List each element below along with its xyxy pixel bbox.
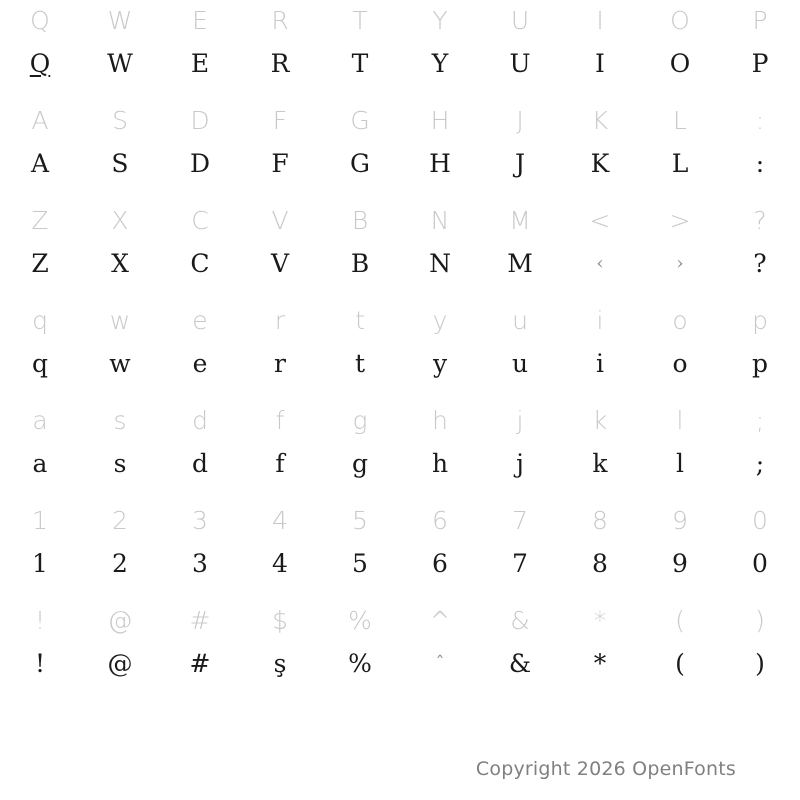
glyph-char: M xyxy=(507,249,533,278)
reference-char: q xyxy=(32,306,48,335)
reference-char: j xyxy=(516,406,524,435)
reference-char: w xyxy=(109,306,131,335)
reference-char: # xyxy=(189,606,211,635)
reference-char: 3 xyxy=(192,506,208,535)
glyph-char: T xyxy=(351,49,369,78)
reference-char: ; xyxy=(755,406,765,435)
reference-char: K xyxy=(591,106,609,135)
glyph-char: ş xyxy=(273,649,287,678)
glyph-char: P xyxy=(751,49,769,78)
reference-char: P xyxy=(752,6,768,35)
glyph-char: q xyxy=(31,349,48,378)
reference-row xyxy=(0,100,800,142)
reference-char: L xyxy=(673,106,687,135)
glyph-char: ! xyxy=(34,649,46,678)
reference-char: X xyxy=(111,206,129,235)
glyph-row-block xyxy=(0,400,800,486)
glyph-char: t xyxy=(354,349,366,378)
reference-char: N xyxy=(430,206,450,235)
glyph-char: f xyxy=(275,449,285,478)
glyph-char: W xyxy=(107,49,133,78)
reference-char: e xyxy=(192,306,208,335)
glyph-char: 2 xyxy=(112,549,128,578)
glyph-char: Y xyxy=(431,49,449,78)
glyph-char: l xyxy=(676,449,684,478)
reference-char: I xyxy=(596,6,604,35)
reference-row xyxy=(0,200,800,242)
glyph-char: : xyxy=(755,149,765,178)
glyph-char: 9 xyxy=(672,549,688,578)
glyph-row-block xyxy=(0,600,800,686)
glyph-row-block xyxy=(0,200,800,286)
row-spacer xyxy=(0,186,800,200)
glyph-char: H xyxy=(429,149,451,178)
glyph-char: d xyxy=(191,449,208,478)
reference-char: Z xyxy=(31,206,49,235)
glyph-row xyxy=(0,142,800,186)
reference-char: G xyxy=(350,106,370,135)
glyph-char: D xyxy=(189,149,211,178)
glyph-char: R xyxy=(270,49,290,78)
glyph-char: ˆ xyxy=(435,653,445,674)
reference-char: 7 xyxy=(512,506,528,535)
glyph-char: B xyxy=(350,249,370,278)
glyph-char: p xyxy=(751,349,768,378)
reference-char: f xyxy=(275,406,285,435)
glyph-char: * xyxy=(593,649,607,678)
glyph-char: o xyxy=(672,349,688,378)
reference-char: ( xyxy=(675,606,685,635)
reference-row xyxy=(0,400,800,442)
reference-char: ? xyxy=(753,206,767,235)
reference-char: ) xyxy=(755,606,765,635)
reference-char: Q xyxy=(30,6,50,35)
glyph-row xyxy=(0,542,800,586)
row-spacer xyxy=(0,586,800,600)
reference-char: $ xyxy=(272,606,288,635)
reference-char: ^ xyxy=(429,606,451,635)
glyph-char: L xyxy=(671,149,689,178)
reference-char: 9 xyxy=(672,506,688,535)
glyph-char: Q xyxy=(29,49,51,78)
glyph-char: N xyxy=(429,249,451,278)
glyph-char: 3 xyxy=(192,549,208,578)
reference-char: a xyxy=(32,406,48,435)
reference-char: @ xyxy=(107,606,133,635)
reference-row xyxy=(0,0,800,42)
glyph-char: 6 xyxy=(432,549,448,578)
reference-char: o xyxy=(672,306,688,335)
reference-char: ! xyxy=(34,606,46,635)
glyph-char: K xyxy=(590,149,610,178)
glyph-char: G xyxy=(350,149,370,178)
glyph-char: @ xyxy=(107,649,133,678)
reference-char: p xyxy=(752,306,768,335)
glyph-char: 5 xyxy=(352,549,368,578)
row-spacer xyxy=(0,486,800,500)
reference-char: : xyxy=(755,106,765,135)
glyph-char: X xyxy=(111,249,129,278)
reference-char: 2 xyxy=(112,506,128,535)
reference-char: S xyxy=(112,106,128,135)
glyph-char: i xyxy=(596,349,604,378)
reference-char: 6 xyxy=(432,506,448,535)
glyph-char: F xyxy=(271,149,289,178)
glyph-char: Z xyxy=(31,249,49,278)
reference-row xyxy=(0,300,800,342)
reference-char: 0 xyxy=(752,506,768,535)
glyph-char: r xyxy=(274,349,286,378)
reference-char: 5 xyxy=(352,506,368,535)
reference-char: F xyxy=(272,106,288,135)
glyph-char: j xyxy=(516,449,524,478)
reference-row xyxy=(0,500,800,542)
glyph-char: 8 xyxy=(592,549,608,578)
reference-char: k xyxy=(592,406,608,435)
glyph-row xyxy=(0,242,800,286)
copyright-notice: Copyright 2026 OpenFonts xyxy=(475,758,736,780)
reference-char: & xyxy=(510,606,530,635)
glyph-char: V xyxy=(270,249,290,278)
glyph-char: 0 xyxy=(752,549,768,578)
reference-char: 4 xyxy=(272,506,288,535)
glyph-row xyxy=(0,42,800,86)
glyph-char: s xyxy=(113,449,127,478)
glyph-row-block xyxy=(0,300,800,386)
glyph-char: C xyxy=(190,249,210,278)
glyph-char: 4 xyxy=(272,549,288,578)
glyph-char: O xyxy=(669,49,691,78)
glyph-row-block xyxy=(0,100,800,186)
reference-char: E xyxy=(192,6,208,35)
reference-char: W xyxy=(107,6,133,35)
reference-char: l xyxy=(676,406,684,435)
reference-char: u xyxy=(512,306,528,335)
reference-char: i xyxy=(596,306,604,335)
glyph-char: J xyxy=(514,149,526,178)
glyph-char: U xyxy=(509,49,531,78)
glyph-char: A xyxy=(30,149,50,178)
glyph-char: # xyxy=(189,649,211,678)
glyph-char: w xyxy=(109,349,131,378)
glyph-char: ( xyxy=(675,649,685,678)
reference-char: A xyxy=(31,106,49,135)
glyph-row xyxy=(0,642,800,686)
reference-char: d xyxy=(192,406,208,435)
glyph-char: ‹ xyxy=(596,253,604,274)
glyph-char: g xyxy=(351,449,368,478)
glyph-row xyxy=(0,442,800,486)
reference-char: t xyxy=(355,306,365,335)
row-spacer xyxy=(0,386,800,400)
glyph-char: E xyxy=(190,49,210,78)
reference-char: g xyxy=(352,406,368,435)
glyph-char: › xyxy=(676,253,684,274)
reference-char: O xyxy=(670,6,690,35)
glyph-char: u xyxy=(511,349,529,378)
row-spacer xyxy=(0,86,800,100)
glyph-char: a xyxy=(32,449,48,478)
reference-char: U xyxy=(510,6,530,35)
reference-char: > xyxy=(669,206,691,235)
glyph-char: 1 xyxy=(32,549,48,578)
glyph-row xyxy=(0,342,800,386)
reference-char: % xyxy=(348,606,372,635)
reference-char: R xyxy=(271,6,289,35)
glyph-char: % xyxy=(348,649,372,678)
reference-char: H xyxy=(430,106,450,135)
glyph-char: & xyxy=(508,649,532,678)
reference-char: h xyxy=(432,406,448,435)
glyph-char: h xyxy=(431,449,449,478)
glyph-char: I xyxy=(595,49,605,78)
glyph-char: ? xyxy=(753,249,767,278)
reference-char: < xyxy=(589,206,611,235)
reference-char: y xyxy=(432,306,448,335)
glyph-char: k xyxy=(592,449,608,478)
glyph-row-block xyxy=(0,500,800,586)
glyph-char: y xyxy=(432,349,448,378)
reference-char: C xyxy=(191,206,209,235)
glyph-row-block xyxy=(0,0,800,86)
reference-char: M xyxy=(509,206,531,235)
glyph-char: e xyxy=(192,349,208,378)
reference-char: 8 xyxy=(592,506,608,535)
reference-char: 1 xyxy=(32,506,48,535)
reference-char: T xyxy=(352,6,368,35)
glyph-char: 7 xyxy=(512,549,528,578)
reference-char: J xyxy=(516,106,524,135)
reference-char: r xyxy=(274,306,286,335)
glyph-char: ) xyxy=(755,649,765,678)
reference-char: s xyxy=(113,406,127,435)
reference-char: V xyxy=(271,206,289,235)
row-spacer xyxy=(0,286,800,300)
reference-char: Y xyxy=(432,6,448,35)
reference-char: * xyxy=(593,606,607,635)
reference-char: B xyxy=(351,206,369,235)
reference-row xyxy=(0,600,800,642)
glyph-char: S xyxy=(111,149,129,178)
glyph-char: ; xyxy=(755,449,765,478)
reference-char: D xyxy=(190,106,210,135)
